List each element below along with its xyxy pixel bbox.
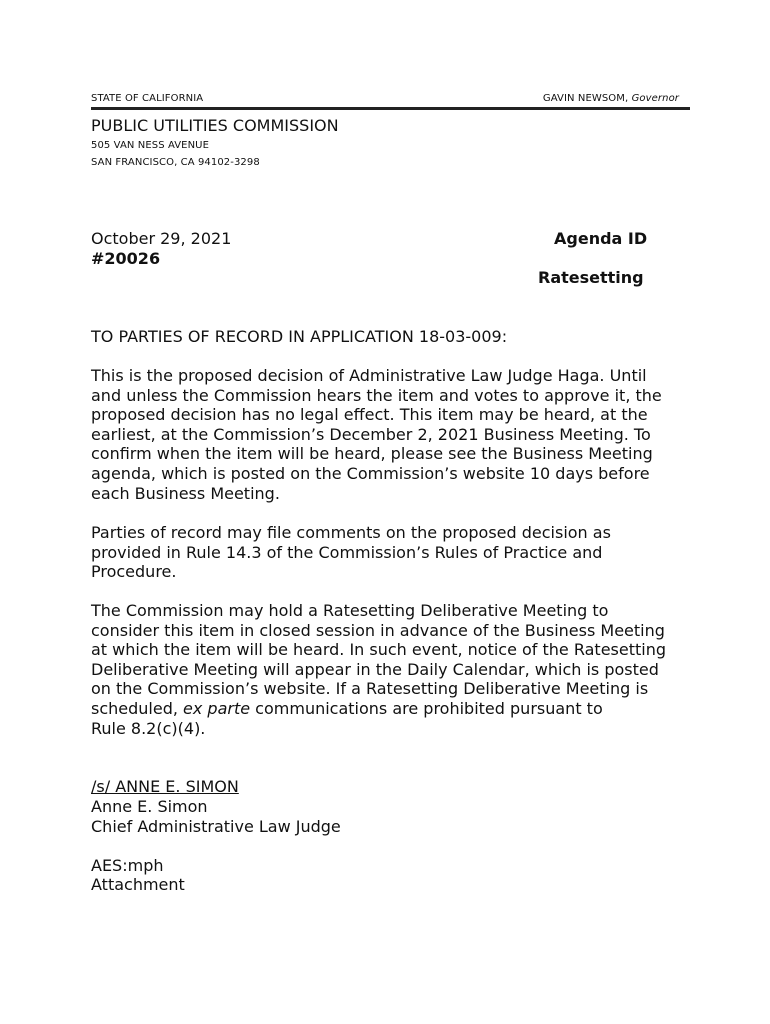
text-line: at which the item will be heard. In such event, notice of the Ratesetting	[91, 640, 667, 660]
text-line: Parties of record may file comments on the proposed decision as	[91, 523, 611, 542]
paragraph-deliberative-meeting	[91, 601, 701, 738]
text-line: earliest, at the Commission’s December 2, 2021 Business Meeting. To	[91, 424, 651, 444]
signer-name: Anne E. Simon	[91, 797, 208, 816]
text-line: Rule 8.2(c)(4).	[91, 718, 206, 738]
text-line: agenda, which is posted on the Commission’s website 10 days before	[91, 463, 650, 483]
text-line: confirm when the item will be heard, please see the Business Meeting	[91, 444, 653, 464]
governor-name: GAVIN NEWSOM,	[542, 93, 629, 104]
electronic-signature: /s/ ANNE E. SIMON	[91, 777, 239, 796]
address-line-1: 505 VAN NESS AVENUE	[91, 140, 210, 151]
text-line: on the Commission’s website. If a Ratesetting Deliberative Meeting is	[91, 679, 649, 699]
agenda-id-number: #20026	[91, 249, 161, 268]
text-segment: communications are prohibited pursuant to	[250, 698, 603, 718]
text-line: Deliberative Meeting will appear in the Daily Calendar, which is posted	[91, 659, 659, 679]
proceeding-type: Ratesetting	[538, 268, 644, 287]
ex-parte-italic: ex parte	[183, 698, 251, 718]
paragraph-proposed-decision	[91, 366, 701, 503]
agency-name: PUBLIC UTILITIES COMMISSION	[91, 116, 339, 135]
text-line: consider this item in closed session in advance of the Business Meeting	[91, 620, 665, 640]
typist-initials: AES:mph	[91, 856, 164, 875]
attachment-note: Attachment	[91, 875, 185, 894]
paragraph-comments	[91, 523, 701, 582]
text-line: each Business Meeting.	[91, 483, 280, 503]
agenda-id-label: Agenda ID	[554, 229, 648, 248]
text-line: provided in Rule 14.3 of the Commission’s Rules of Practice and	[91, 542, 603, 562]
text-line: The Commission may hold a Ratesetting Deliberative Meeting to	[91, 601, 609, 620]
text-line	[91, 699, 701, 719]
text-segment: scheduled,	[91, 698, 184, 718]
signer-title: Chief Administrative Law Judge	[91, 817, 341, 836]
salutation: TO PARTIES OF RECORD IN APPLICATION 18-03-009:	[91, 327, 508, 346]
letterhead-rule	[91, 107, 690, 110]
text-line: proposed decision has no legal effect. This item may be heard, at the	[91, 405, 648, 425]
text-line: This is the proposed decision of Administrative Law Judge Haga. Until	[91, 366, 647, 385]
state-of-california-label: STATE OF CALIFORNIA	[91, 93, 204, 104]
governor-role: Governor	[631, 93, 679, 104]
text-line: and unless the Commission hears the item and votes to approve it, the	[91, 385, 662, 405]
letter-date: October 29, 2021	[91, 229, 232, 248]
address-line-2: SAN FRANCISCO, CA 94102-3298	[91, 157, 260, 168]
text-line: Procedure.	[91, 562, 177, 582]
governor-line	[543, 93, 679, 104]
